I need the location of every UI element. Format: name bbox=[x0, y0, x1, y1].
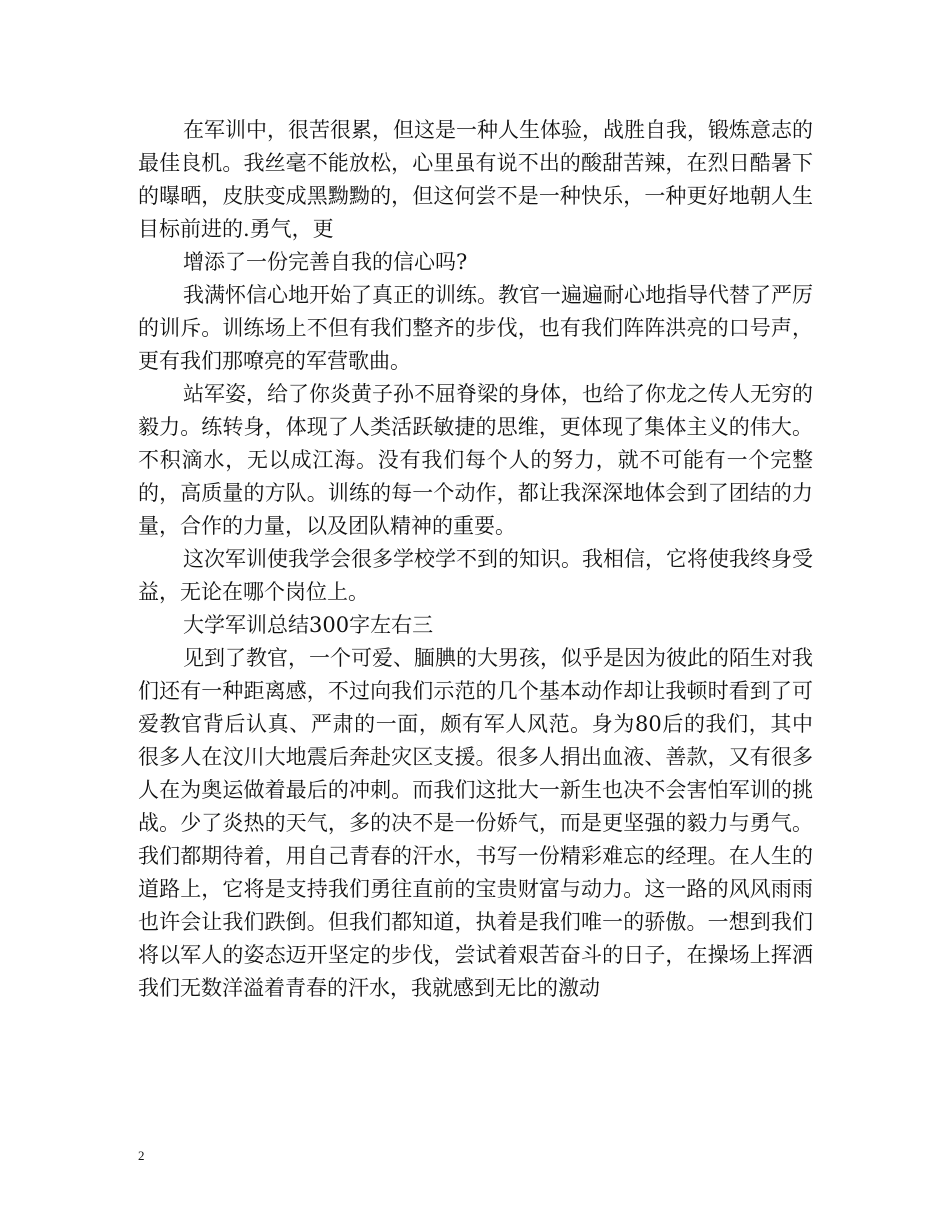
paragraph-1: 在军训中，很苦很累，但这是一种人生体验，战胜自我，锻炼意志的最佳良机。我丝毫不能放松，心里虽有说不出的酸甜苦辣，在烈日酷暑下的曝晒，皮肤变成黑黝黝的，但这何尝不是一种快乐，一种更好地朝人生目标前进的.勇气，更 bbox=[138, 118, 813, 241]
paragraph-4: 站军姿，给了你炎黄子孙不屈脊梁的身体，也给了你龙之传人无穷的毅力。练转身，体现了人类活跃敏捷的思维，更体现了集体主义的伟大。不积滴水，无以成江海。没有我们每个人的努力，就不可能有一个完整的，高质量的方队。训练的每一个动作，都让我深深地体会到了团结的力量，合作的力量，以及团队精神的重要。 bbox=[138, 382, 813, 538]
paragraph-2: 增添了一份完善自我的信心吗? bbox=[183, 250, 468, 274]
paragraph-3: 我满怀信心地开始了真正的训练。教官一遍遍耐心地指导代替了严厉的训斥。训练场上不但有我们整齐的步伐，也有我们阵阵洪亮的口号声，更有我们那嘹亮的军营歌曲。 bbox=[138, 283, 813, 373]
section-heading: 大学军训总结300字左右三 bbox=[183, 613, 434, 637]
paragraph-5: 这次军训使我学会很多学校学不到的知识。我相信，它将使我终身受益，无论在哪个岗位上。 bbox=[138, 547, 813, 604]
page-number: 2 bbox=[138, 1148, 145, 1163]
document-body bbox=[138, 114, 813, 1005]
paragraph-6: 见到了教官，一个可爱、腼腆的大男孩，似乎是因为彼此的陌生对我们还有一种距离感，不过向我们示范的几个基本动作却让我顿时看到了可爱教官背后认真、严肃的一面，颇有军人风范。身为80后的我们，其中很多人在汶川大地震后奔赴灾区支援。很多人捐出血液、善款，又有很多人在为奥运做着最后的冲刺。而我们这批大一新生也决不会害怕军训的挑战。少了炎热的天气，多的决不是一份娇气，而是更坚强的毅力与勇气。我们都期待着，用自己青春的汗水，书写一份精彩难忘的经理。在人生的道路上，它将是支持我们勇往直前的宝贵财富与动力。这一路的风风雨雨也许会让我们跌倒。但我们都知道，执着是我们唯一的骄傲。一想到我们将以军人的姿态迈开坚定的步伐，尝试着艰苦奋斗的日子，在操场上挥洒我们无数洋溢着青春的汗水，我就感到无比的激动 bbox=[138, 646, 813, 1000]
